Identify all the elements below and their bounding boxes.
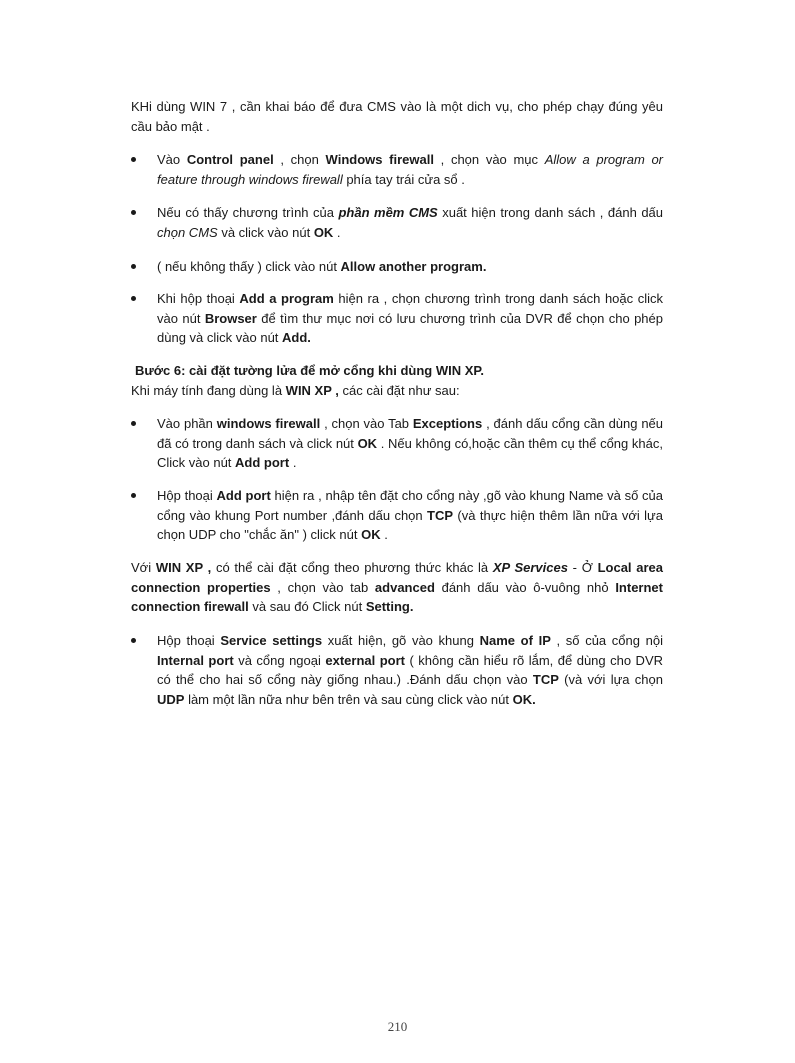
bullet-text: Vào Control panel , chọn Windows firewall , chọn vào mục Allow a program or feature through windows firewall phía tay trái cửa sổ .: [157, 152, 664, 187]
bullet-text: Vào phần windows firewall , chọn vào Tab Exceptions , đánh dấu cổng cần dùng nếu đã có trong danh sách và click nút OK . Nếu không có,hoặc cần thêm cụ thể cổng khác, Click vào nút Add port .: [157, 416, 664, 470]
bullet-text: Nếu có thấy chương trình của phần mềm CMS xuất hiện trong danh sách , đánh dấu chọn CMS và click vào nút OK .: [157, 205, 664, 240]
list-item: [131, 631, 663, 709]
list-item: [131, 203, 663, 242]
list-item: [131, 150, 663, 189]
bullet-text: Hộp thoại Service settings xuất hiện, gõ vào khung Name of IP , số của cổng nội Internal port và cổng ngoại external port ( không cần hiểu rõ lắm, để dùng cho DVR có thể cho hai số cổng này giống nhau.) .Đánh dấu chọn vào TCP (và với lựa chọn UDP làm một lần nữa như bên trên và sau cùng click vào nút OK.: [157, 633, 664, 707]
bullet-icon: [131, 421, 136, 426]
bullet-icon: [131, 296, 136, 301]
bullet-icon: [131, 210, 136, 215]
list-item: [131, 289, 663, 348]
step-heading: Bước 6: cài đặt tường lửa để mở cổng khi dùng WIN XP.: [135, 363, 484, 378]
page-number: 210: [387, 1019, 408, 1034]
list-item: [131, 414, 663, 473]
list-item: [131, 486, 663, 545]
list-item: [131, 257, 663, 277]
step-intro: Khi máy tính đang dùng là WIN XP , các cài đặt như sau:: [131, 383, 460, 398]
bullet-text: Khi hộp thoại Add a program hiện ra , chọn chương trình trong danh sách hoặc click vào nút Browser để tìm thư mục nơi có lưu chương trình của DVR để chọn cho phép dùng và click vào nút Add.: [157, 291, 663, 345]
intro-paragraph: KHi dùng WIN 7 , cần khai báo để đưa CMS vào là một dich vụ, cho phép chạy đúng yêu cầu bảo mật .: [131, 99, 663, 134]
bullet-icon: [131, 493, 136, 498]
bullet-icon: [131, 638, 136, 643]
bullet-icon: [131, 157, 136, 162]
bullet-text: Hộp thoại Add port hiện ra , nhập tên đặt cho cổng này ,gõ vào khung Name và số của cổng vào khung Port number ,đánh dấu chọn TCP (và thực hiện thêm lần nữa với lựa chọn UDP cho "chắc ăn" ) click nút OK .: [157, 488, 664, 542]
xp-services-paragraph: Với WIN XP , có thể cài đặt cổng theo phương thức khác là XP Services - Ở Local area connection properties , chọn vào tab advanced đánh dấu vào ô-vuông nhỏ Internet connection firewall và sau đó Click nút Setting.: [131, 560, 663, 614]
bullet-icon: [131, 264, 136, 269]
bullet-text: ( nếu không thấy ) click vào nút Allow another program.: [157, 259, 487, 274]
